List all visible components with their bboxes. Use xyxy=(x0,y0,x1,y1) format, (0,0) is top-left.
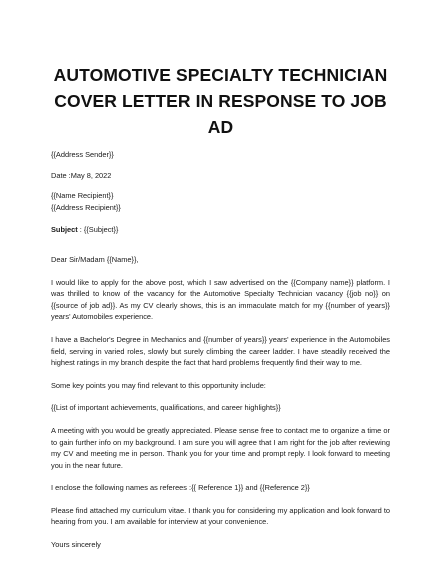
subject-label: Subject xyxy=(51,225,78,235)
paragraph-attachment: Please find attached my curriculum vitae. I thank you for considering my application and look forward to hearing from you. I am available for interview at your convenience. xyxy=(51,505,390,527)
sender-address: {{Address Sender}} xyxy=(51,150,114,159)
recipient-name: {{Name Recipient}} xyxy=(51,191,114,201)
subject-value: : {{Subject}} xyxy=(79,225,119,235)
salutation: Dear Sir/Madam {{Name}}, xyxy=(51,254,139,264)
closing: Yours sincerely xyxy=(51,540,101,550)
title-line-2: COVER LETTER IN RESPONSE TO JOB AD xyxy=(54,91,387,137)
letter-title xyxy=(51,62,390,140)
paragraph-achievements: {{List of important achievements, qualifications, and career highlights}} xyxy=(51,403,281,413)
recipient-address: {{Address Recipient}} xyxy=(51,202,121,212)
paragraph-application: I would like to apply for the above post, which I saw advertised on the {{Company name}} platform. I was thrilled to know of the vacancy for the Automotive Specialty Technician vacancy {{job no}} on {{source of job ad}}. As my CV clearly shows, this is an immaculate match for my {{number of years}} years' Automobiles experience. xyxy=(51,277,390,322)
paragraph-experience: I have a Bachelor's Degree in Mechanics and {{number of years}} years' experience in the Automobiles field, serving in varied roles, slowly but surely climbing the career ladder. I have steadily received the highest ratings in my branch despite the fact that hard problems frequently find their way to me. xyxy=(51,334,390,368)
letter-date: Date :May 8, 2022 xyxy=(51,170,112,180)
paragraph-key-points-intro: Some key points you may find relevant to this opportunity include: xyxy=(51,380,266,390)
paragraph-referees: I enclose the following names as referees :{{ Reference 1}} and {{Reference 2}} xyxy=(51,483,310,493)
subject-line xyxy=(51,224,390,236)
title-line-1: AUTOMOTIVE SPECIALTY TECHNICIAN xyxy=(53,65,388,85)
paragraph-meeting: A meeting with you would be greatly appreciated. Please sense free to contact me to organize a time or to gain further info on my background. I am sure you will agree that I am right for the job after reviewing my CV and meeting me in person. Thank you for your time and prompt reply. I look forward to meeting you in the near future. xyxy=(51,425,390,470)
